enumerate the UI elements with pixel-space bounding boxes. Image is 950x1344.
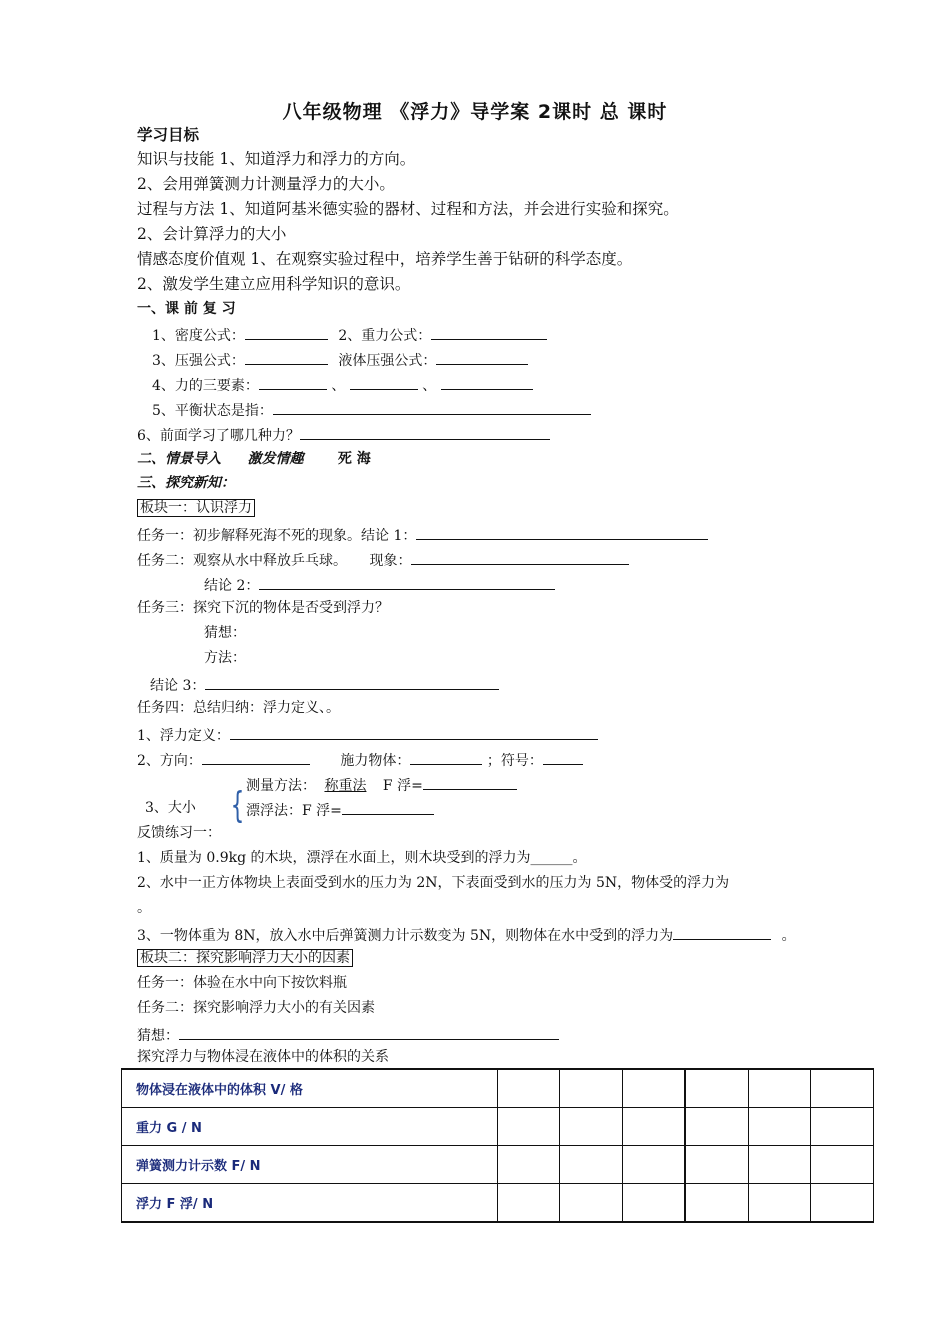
table-row — [122, 1108, 874, 1146]
task3-text: 任务三：探究下沉的物体是否受到浮力？ — [137, 600, 389, 616]
force-elements-label: 4、力的三要素： — [152, 378, 259, 394]
forces-learned-label: 6、前面学习了哪几种力？ — [137, 428, 300, 444]
liquid-pressure-label: 液体压强公式： — [338, 353, 437, 369]
table-cell[interactable] — [749, 1146, 811, 1184]
block1-label: 板块一：认识浮力 — [137, 499, 255, 517]
table-cell[interactable] — [622, 1146, 685, 1184]
direction-blank[interactable] — [202, 747, 310, 765]
applier-label: 施力物体： — [340, 753, 411, 769]
measure-method: 称重法 — [324, 778, 367, 794]
feedback-q2-end: 。 — [137, 900, 151, 916]
table-row — [122, 1069, 874, 1108]
objectives-heading: 学习目标 — [137, 126, 200, 144]
symbol-label: 符号： — [500, 753, 543, 769]
table-cell[interactable] — [685, 1146, 748, 1184]
row-header: 物体浸在液体中的体积 V/ 格 — [122, 1069, 498, 1108]
forces-learned-blank[interactable] — [300, 422, 550, 440]
feedback-q3 — [137, 922, 796, 947]
table-cell[interactable] — [560, 1146, 622, 1184]
separator: ； — [486, 753, 501, 769]
table-cell[interactable] — [560, 1108, 622, 1146]
separator: 、 — [422, 378, 437, 394]
table-cell[interactable] — [749, 1184, 811, 1223]
block2-guess-blank[interactable] — [179, 1022, 559, 1040]
symbol-blank[interactable] — [543, 747, 583, 765]
table-row — [122, 1184, 874, 1223]
table-cell[interactable] — [811, 1184, 874, 1223]
pressure-formula-label: 3、压强公式： — [152, 353, 245, 369]
gravity-formula-label: 2、重力公式： — [338, 328, 432, 344]
table-cell[interactable] — [560, 1069, 622, 1108]
task4-text: 任务四：总结归纳：浮力定义、。 — [137, 700, 340, 716]
intro-heading-row — [137, 448, 371, 470]
period: 。 — [781, 928, 796, 944]
definition-blank[interactable] — [230, 722, 598, 740]
objective-line: 知识与技能 1、知道浮力和浮力的方向。 — [137, 150, 416, 168]
table-cell[interactable] — [622, 1069, 685, 1108]
measure-row — [246, 772, 517, 797]
conclusion1-blank[interactable] — [416, 522, 708, 540]
direction-row — [137, 747, 583, 772]
feedback-q3-blank[interactable] — [673, 922, 771, 940]
floating-row — [246, 797, 434, 822]
separator: 、 — [331, 378, 346, 394]
direction-label: 2、方向： — [137, 753, 202, 769]
objective-line: 情感态度价值观 1、在观察实验过程中，培养学生善于钻研的科学态度。 — [137, 250, 633, 268]
definition-label: 1、浮力定义： — [137, 728, 230, 744]
force-element-blank[interactable] — [259, 372, 327, 390]
table-cell[interactable] — [498, 1069, 560, 1108]
objective-line: 2、激发学生建立应用科学知识的意识。 — [137, 275, 411, 293]
conclusion2-row — [204, 572, 555, 597]
row-header: 弹簧测力计示数 F/ N — [122, 1146, 498, 1184]
review-q6 — [137, 422, 550, 447]
equilibrium-label: 5、平衡状态是指： — [152, 403, 273, 419]
task1-row — [137, 522, 708, 547]
conclusion2-blank[interactable] — [259, 572, 555, 590]
table-cell[interactable] — [685, 1184, 748, 1223]
table-cell[interactable] — [498, 1108, 560, 1146]
block2-task1: 任务一：体验在水中向下按饮料瓶 — [137, 975, 347, 991]
floating-label: 漂浮法：F 浮= — [246, 803, 342, 819]
conclusion3-label: 结论 3： — [150, 678, 206, 694]
review-q4 — [152, 372, 533, 397]
definition-row — [137, 722, 598, 747]
page-title: 八年级物理 《浮力》导学案 2课时 总 课时 — [282, 101, 668, 123]
review-q1 — [152, 322, 547, 347]
equilibrium-blank[interactable] — [273, 397, 591, 415]
block1-row — [137, 497, 255, 519]
force-element-blank[interactable] — [350, 372, 418, 390]
conclusion2-label: 结论 2： — [204, 578, 260, 594]
table-cell[interactable] — [498, 1146, 560, 1184]
explore-heading: 三、探究新知： — [137, 475, 235, 491]
table-cell[interactable] — [622, 1184, 685, 1223]
size-label: 3、大小 — [145, 800, 196, 816]
row-header: 浮力 F 浮/ N — [122, 1184, 498, 1223]
table-cell[interactable] — [749, 1108, 811, 1146]
conclusion3-row — [150, 672, 499, 697]
block2-label: 板块二：探究影响浮力大小的因素 — [137, 949, 353, 967]
observation-label: 现象： — [369, 553, 412, 569]
intro-topic: 死 海 — [337, 451, 371, 467]
intro-subheading: 激发情趣 — [247, 451, 304, 467]
guess-label: 猜想： — [204, 625, 246, 641]
table-cell[interactable] — [685, 1108, 748, 1146]
block2-row — [137, 947, 353, 969]
feedback-q2: 2、水中一正方体物块上表面受到水的压力为 2N，下表面受到水的压力为 5N，物体受的浮力为 — [137, 875, 730, 891]
intro-heading: 二、情景导入 — [137, 451, 221, 467]
table-cell[interactable] — [560, 1184, 622, 1223]
floating-blank[interactable] — [342, 797, 434, 815]
buoyancy-eq-blank[interactable] — [423, 772, 517, 790]
liquid-pressure-blank[interactable] — [436, 347, 528, 365]
row-header: 重力 G / N — [122, 1108, 498, 1146]
feedback-q3-text: 3、一物体重为 8N，放入水中后弹簧测力计示数变为 5N，则物体在水中受到的浮力为 — [137, 928, 674, 944]
table-cell[interactable] — [811, 1108, 874, 1146]
brace-icon: { — [230, 785, 245, 826]
force-element-blank[interactable] — [441, 372, 533, 390]
objective-line: 2、会用弹簧测力计测量浮力的大小。 — [137, 175, 395, 193]
table-row — [122, 1146, 874, 1184]
observation-blank[interactable] — [411, 547, 629, 565]
table-cell[interactable] — [811, 1069, 874, 1108]
applier-blank[interactable] — [410, 747, 482, 765]
table-cell[interactable] — [811, 1146, 874, 1184]
buoyancy-eq-label: F 浮= — [382, 778, 423, 794]
feedback-heading: 反馈练习一： — [137, 825, 221, 841]
experiment-table — [121, 1068, 874, 1223]
block2-task2: 任务二：探究影响浮力大小的有关因素 — [137, 1000, 375, 1016]
method-label: 方法： — [204, 650, 246, 666]
table-cell[interactable] — [749, 1069, 811, 1108]
conclusion3-blank[interactable] — [205, 672, 499, 690]
gravity-formula-blank[interactable] — [431, 322, 547, 340]
block2-guess-label: 猜想： — [137, 1028, 179, 1044]
review-q5 — [152, 397, 591, 422]
feedback-q1: 1、质量为 0.9kg 的木块，漂浮在水面上，则木块受到的浮力为______。 — [137, 850, 587, 866]
block2-guess-row — [137, 1022, 559, 1047]
relation-caption: 探究浮力与物体浸在液体中的体积的关系 — [137, 1049, 389, 1065]
density-formula-blank[interactable] — [245, 322, 328, 340]
table-cell[interactable] — [622, 1108, 685, 1146]
pressure-formula-blank[interactable] — [245, 347, 328, 365]
table-cell[interactable] — [498, 1184, 560, 1223]
objective-line: 2、会计算浮力的大小 — [137, 225, 287, 243]
review-heading: 一、课 前 复 习 — [137, 301, 236, 317]
task2-text: 任务二：观察从水中释放乒乓球。 — [137, 553, 347, 569]
table-cell[interactable] — [685, 1069, 748, 1108]
task2-row — [137, 547, 629, 572]
objective-line: 过程与方法 1、知道阿基米德实验的器材、过程和方法，并会进行实验和探究。 — [137, 200, 679, 218]
measure-label: 测量方法： — [246, 778, 316, 794]
task1-text: 任务一：初步解释死海不死的现象。结论 1： — [137, 528, 417, 544]
review-q3 — [152, 347, 528, 372]
density-formula-label: 1、密度公式： — [152, 328, 245, 344]
